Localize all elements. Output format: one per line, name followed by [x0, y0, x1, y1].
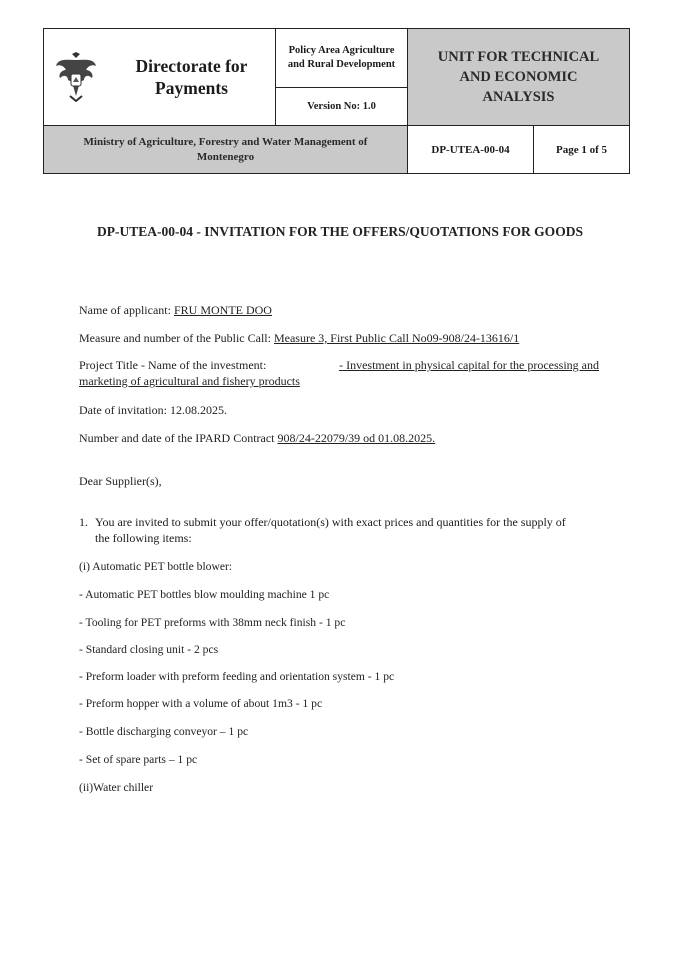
list-item: - Preform hopper with a volume of about 1m3 - 1 pc — [79, 697, 323, 710]
document-header — [43, 28, 629, 172]
contract-value: 908/24-22079/39 od 01.08.2025. — [277, 431, 436, 445]
list-item: - Set of spare parts – 1 pc — [79, 753, 198, 766]
directorate-cell — [44, 29, 276, 126]
list-item: - Standard closing unit - 2 pcs — [79, 643, 219, 656]
ministry-name: Ministry of Agriculture, Forestry and Water Management of Montenegro — [44, 126, 408, 174]
unit-title: UNIT FOR TECHNICAL AND ECONOMIC ANALYSIS — [408, 29, 630, 126]
point-text-line1: You are invited to submit your offer/quotation(s) with exact prices and quantities for the supply of — [95, 515, 566, 529]
document-code: DP-UTEA-00-04 — [408, 126, 534, 174]
greeting: Dear Supplier(s), — [79, 474, 162, 488]
directorate-title: Directorate for Payments — [135, 56, 248, 98]
list-item: - Tooling for PET preforms with 38mm neck finish - 1 pc — [79, 616, 346, 629]
policy-area: Policy Area Agriculture and Rural Development — [276, 29, 407, 88]
list-item: - Bottle discharging conveyor – 1 pc — [79, 725, 249, 738]
measure-line — [79, 330, 519, 346]
applicant-value: FRU MONTE DOO — [173, 303, 272, 317]
project-value-line1: - Investment in physical capital for the processing and — [339, 358, 599, 372]
measure-label: Measure and number of the Public Call: — [79, 331, 271, 345]
measure-value: Measure 3, First Public Call No09-908/24-13616/1 — [273, 331, 520, 345]
invitation-date: Date of invitation: 12.08.2025. — [79, 403, 227, 417]
montenegro-coat-of-arms-icon — [44, 52, 108, 102]
applicant-label: Name of applicant: — [79, 303, 171, 317]
page-number: Page 1 of 5 — [534, 126, 630, 174]
document-title: DP-UTEA-00-04 - INVITATION FOR THE OFFERS/QUOTATIONS FOR GOODS — [97, 224, 583, 239]
project-line — [79, 357, 599, 389]
numbered-point-1 — [79, 514, 619, 546]
applicant-line — [79, 302, 272, 318]
project-value-line2: marketing of agricultural and fishery products — [79, 374, 300, 388]
contract-label: Number and date of the IPARD Contract — [79, 431, 275, 445]
list-item: - Automatic PET bottles blow moulding machine 1 pc — [79, 588, 330, 601]
version-number: Version No: 1.0 — [307, 101, 376, 112]
point-number: 1. — [79, 515, 88, 529]
contract-line — [79, 430, 435, 446]
point-text-line2: the following items: — [95, 531, 192, 545]
item-heading-2: (ii)Water chiller — [79, 781, 154, 794]
project-label: Project Title - Name of the investment: — [79, 358, 267, 372]
policy-version-cell — [276, 29, 408, 126]
list-item: - Preform loader with preform feeding and orientation system - 1 pc — [79, 670, 395, 683]
item-heading-1: (i) Automatic PET bottle blower: — [79, 560, 233, 573]
